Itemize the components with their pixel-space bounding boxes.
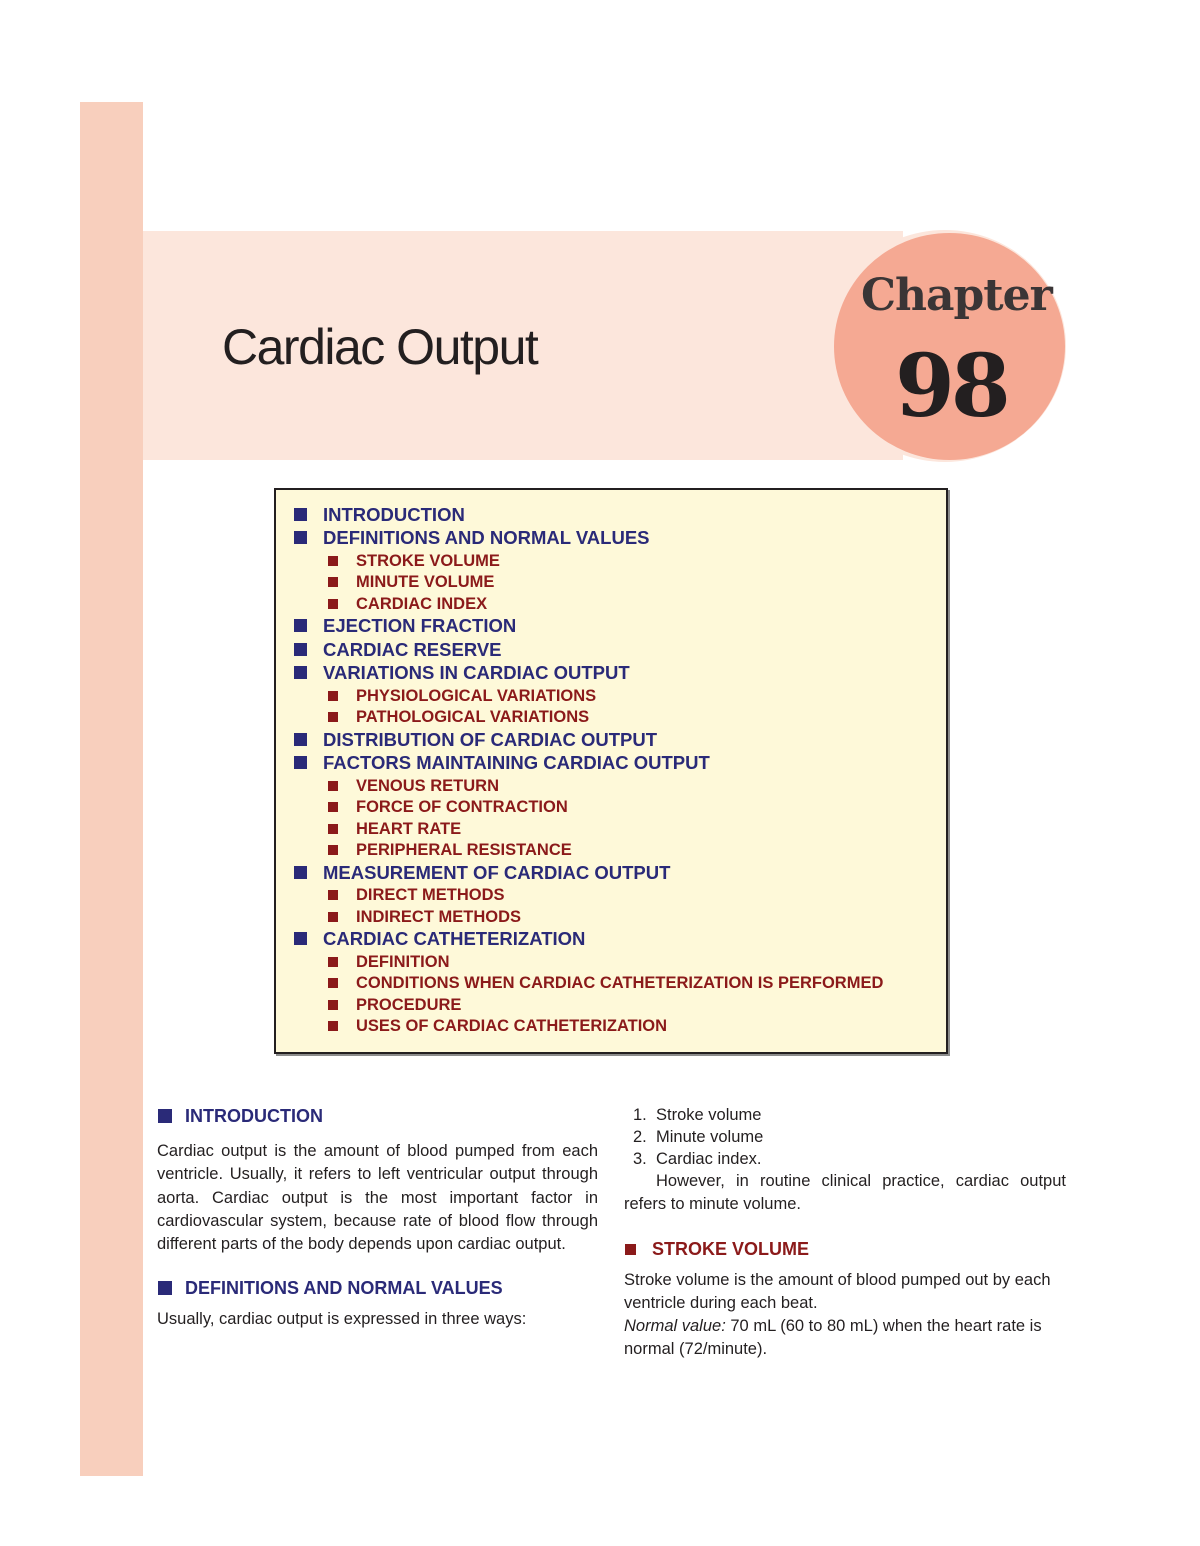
toc-item <box>292 752 883 774</box>
section-heading-text: DEFINITIONS AND NORMAL VALUES <box>185 1278 503 1299</box>
list-item <box>624 1148 1066 1170</box>
square-bullet-icon <box>328 577 338 587</box>
list-item-text: Cardiac index. <box>656 1150 762 1168</box>
toc-item <box>292 776 883 796</box>
stroke-volume-paragraph: Stroke volume is the amount of blood pumped out by each ventricle during each beat. <box>624 1270 1051 1312</box>
square-bullet-icon <box>328 781 338 791</box>
square-bullet-icon <box>328 1000 338 1010</box>
square-bullet-icon <box>158 1109 172 1123</box>
toc-item-label: CARDIAC CATHETERIZATION <box>323 928 586 949</box>
introduction-paragraph: Cardiac output is the amount of blood pumped from each ventricle. Usually, it refers to left ventricular output through aorta. Cardiac output is the most important factor in cardiovascular system, because rate of blood flow through different parts of the body depends upon cardiac output. <box>157 1142 598 1254</box>
toc-item <box>292 840 883 860</box>
toc-item <box>292 707 883 727</box>
chapter-number: 98 <box>895 336 1007 437</box>
square-bullet-icon <box>294 932 307 945</box>
chapter-title: Cardiac Output <box>222 319 538 375</box>
toc-item <box>292 662 883 684</box>
toc-item <box>292 551 883 571</box>
toc-item-label: FACTORS MAINTAINING CARDIAC OUTPUT <box>323 752 710 773</box>
normal-value-label: Normal value: <box>624 1317 726 1336</box>
toc-item-label: VARIATIONS IN CARDIAC OUTPUT <box>323 662 630 683</box>
toc-list <box>292 502 883 1036</box>
toc-item <box>292 995 883 1015</box>
toc-item <box>292 504 883 526</box>
toc-item <box>292 952 883 972</box>
chapter-word: Chapter <box>861 270 1052 321</box>
square-bullet-icon <box>328 691 338 701</box>
toc-item <box>292 729 883 751</box>
list-item-number: 1. <box>633 1106 647 1124</box>
toc-item-label: PROCEDURE <box>356 995 462 1014</box>
square-bullet-icon <box>294 666 307 679</box>
normal-value-paragraph <box>624 1315 1066 1362</box>
toc-item-label: INTRODUCTION <box>323 503 465 525</box>
square-bullet-icon <box>294 756 307 769</box>
toc-item <box>292 862 883 884</box>
square-bullet-icon <box>328 1021 338 1031</box>
square-bullet-icon <box>294 733 307 746</box>
square-bullet-icon <box>328 957 338 967</box>
toc-item <box>292 797 883 817</box>
toc-item-label: VENOUS RETURN <box>356 776 500 795</box>
square-bullet-icon <box>328 599 338 609</box>
toc-item-label: PATHOLOGICAL VARIATIONS <box>356 708 590 726</box>
side-strip <box>80 102 143 1476</box>
ways-list <box>624 1104 1066 1170</box>
toc-item-label: INDIRECT METHODS <box>356 907 521 926</box>
square-bullet-icon <box>158 1281 172 1295</box>
toc-item-label: CONDITIONS WHEN CARDIAC CATHETERIZATION IS PERFORMED <box>356 974 884 992</box>
section-heading-definitions <box>157 1276 598 1300</box>
toc-item-label: CARDIAC RESERVE <box>323 638 502 660</box>
toc-item <box>292 594 883 614</box>
toc-item-label: USES OF CARDIAC CATHETERIZATION <box>356 1017 668 1035</box>
square-bullet-icon <box>328 978 338 988</box>
square-bullet-icon <box>294 643 307 656</box>
toc-item <box>292 928 883 950</box>
square-bullet-icon <box>328 845 338 855</box>
toc-item <box>292 686 883 706</box>
left-column <box>157 1104 598 1332</box>
toc-item-label: DISTRIBUTION OF CARDIAC OUTPUT <box>323 728 658 750</box>
normal-value-text: 70 mL (60 to 80 mL) when the heart rate is normal (72/minute). <box>624 1317 1042 1359</box>
toc-item-label: MINUTE VOLUME <box>356 573 495 591</box>
list-item-text: Minute volume <box>656 1128 764 1146</box>
right-column <box>624 1104 1066 1362</box>
list-item-text: Stroke volume <box>656 1106 762 1124</box>
toc-item-label: PERIPHERAL RESISTANCE <box>356 841 572 859</box>
toc-item-label: DEFINITION <box>356 952 450 971</box>
toc-item <box>292 639 883 661</box>
toc-item <box>292 615 883 637</box>
list-item <box>624 1126 1066 1148</box>
section-heading-stroke-volume <box>624 1237 1066 1261</box>
list-item-number: 2. <box>633 1128 647 1146</box>
toc-item-label: DIRECT METHODS <box>356 886 505 904</box>
list-item-number: 3. <box>633 1150 647 1168</box>
section-heading-introduction <box>157 1104 598 1128</box>
square-bullet-icon <box>625 1244 636 1255</box>
toc-item <box>292 907 883 927</box>
square-bullet-icon <box>328 802 338 812</box>
toc-item-label: CARDIAC INDEX <box>356 594 488 613</box>
square-bullet-icon <box>328 556 338 566</box>
ways-note: However, in routine clinical practice, cardiac output refers to minute volume. <box>624 1172 1066 1214</box>
toc-item-label: FORCE OF CONTRACTION <box>356 798 568 816</box>
toc-item-label: EJECTION FRACTION <box>323 615 517 636</box>
toc-item <box>292 973 883 993</box>
toc-item-label: DEFINITIONS AND NORMAL VALUES <box>323 527 650 548</box>
square-bullet-icon <box>328 912 338 922</box>
definitions-paragraph: Usually, cardiac output is expressed in three ways: <box>157 1310 527 1329</box>
toc-item <box>292 885 883 905</box>
toc-item <box>292 819 883 839</box>
square-bullet-icon <box>294 866 307 879</box>
list-item <box>624 1104 1066 1126</box>
square-bullet-icon <box>328 824 338 834</box>
square-bullet-icon <box>328 712 338 722</box>
section-heading-text: STROKE VOLUME <box>652 1238 810 1259</box>
section-heading-text: INTRODUCTION <box>185 1106 323 1126</box>
square-bullet-icon <box>328 890 338 900</box>
square-bullet-icon <box>294 508 307 521</box>
square-bullet-icon <box>294 531 307 544</box>
toc-item <box>292 527 883 549</box>
table-of-contents <box>274 488 948 1054</box>
toc-item-label: HEART RATE <box>356 819 462 838</box>
toc-item <box>292 572 883 592</box>
toc-item-label: PHYSIOLOGICAL VARIATIONS <box>356 686 597 705</box>
toc-item <box>292 1016 883 1036</box>
toc-item-label: STROKE VOLUME <box>356 551 500 570</box>
square-bullet-icon <box>294 619 307 632</box>
toc-item-label: MEASUREMENT OF CARDIAC OUTPUT <box>323 861 671 883</box>
